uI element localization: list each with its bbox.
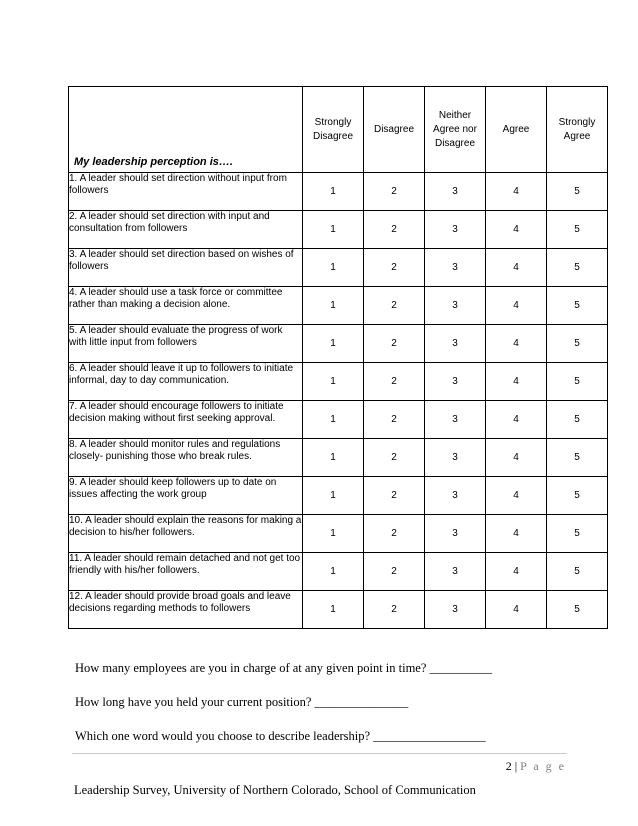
rating-option[interactable]: 1 bbox=[303, 173, 364, 211]
rating-option[interactable]: 1 bbox=[303, 401, 364, 439]
rating-option[interactable]: 5 bbox=[547, 439, 608, 477]
rating-option[interactable]: 1 bbox=[303, 477, 364, 515]
rating-option[interactable]: 2 bbox=[364, 211, 425, 249]
table-row bbox=[69, 249, 608, 287]
page-word: P a g e bbox=[520, 759, 566, 773]
rating-option[interactable]: 3 bbox=[425, 249, 486, 287]
rating-option[interactable]: 2 bbox=[364, 401, 425, 439]
rating-option[interactable]: 1 bbox=[303, 591, 364, 629]
survey-table bbox=[68, 86, 608, 629]
rating-option[interactable]: 5 bbox=[547, 515, 608, 553]
rating-option[interactable]: 4 bbox=[486, 515, 547, 553]
table-row bbox=[69, 477, 608, 515]
rating-option[interactable]: 1 bbox=[303, 553, 364, 591]
rating-option[interactable]: 5 bbox=[547, 401, 608, 439]
scale-header: Neither Agree nor Disagree bbox=[425, 87, 486, 173]
rating-option[interactable]: 4 bbox=[486, 401, 547, 439]
table-row bbox=[69, 401, 608, 439]
rating-option[interactable]: 3 bbox=[425, 553, 486, 591]
scale-header: Disagree bbox=[364, 87, 425, 173]
statement-cell: 11. A leader should remain detached and not get too friendly with his/her followers. bbox=[69, 553, 303, 591]
scale-header: Strongly Agree bbox=[547, 87, 608, 173]
scale-header: Strongly Disagree bbox=[303, 87, 364, 173]
rating-option[interactable]: 2 bbox=[364, 173, 425, 211]
statement-cell: 7. A leader should encourage followers to initiate decision making without first seeking approval. bbox=[69, 401, 303, 439]
rating-option[interactable]: 2 bbox=[364, 591, 425, 629]
table-row bbox=[69, 325, 608, 363]
rating-option[interactable]: 5 bbox=[547, 211, 608, 249]
rating-option[interactable]: 1 bbox=[303, 515, 364, 553]
rating-option[interactable]: 4 bbox=[486, 173, 547, 211]
rating-option[interactable]: 1 bbox=[303, 211, 364, 249]
statement-cell: 8. A leader should monitor rules and regulations closely- punishing those who break rules. bbox=[69, 439, 303, 477]
question-tenure: How long have you held your current position? _______________ bbox=[75, 695, 409, 709]
table-header-row bbox=[69, 87, 608, 173]
rating-option[interactable]: 3 bbox=[425, 363, 486, 401]
rating-option[interactable]: 3 bbox=[425, 439, 486, 477]
rating-option[interactable]: 4 bbox=[486, 287, 547, 325]
statement-cell: 2. A leader should set direction with input and consultation from followers bbox=[69, 211, 303, 249]
statement-cell: 5. A leader should evaluate the progress of work with little input from followers bbox=[69, 325, 303, 363]
rating-option[interactable]: 2 bbox=[364, 249, 425, 287]
rating-option[interactable]: 3 bbox=[425, 173, 486, 211]
rating-option[interactable]: 4 bbox=[486, 325, 547, 363]
rating-option[interactable]: 4 bbox=[486, 211, 547, 249]
scale-header: Agree bbox=[486, 87, 547, 173]
table-row bbox=[69, 515, 608, 553]
table-row bbox=[69, 553, 608, 591]
rating-option[interactable]: 2 bbox=[364, 515, 425, 553]
statement-cell: 1. A leader should set direction without input from followers bbox=[69, 173, 303, 211]
rating-option[interactable]: 1 bbox=[303, 249, 364, 287]
rating-option[interactable]: 5 bbox=[547, 325, 608, 363]
table-title-cell bbox=[69, 87, 303, 173]
table-row bbox=[69, 211, 608, 249]
page-number bbox=[506, 759, 566, 774]
rating-option[interactable]: 4 bbox=[486, 477, 547, 515]
rating-option[interactable]: 3 bbox=[425, 477, 486, 515]
rating-option[interactable]: 5 bbox=[547, 287, 608, 325]
page-number-value: 2 bbox=[505, 759, 512, 773]
rating-option[interactable]: 5 bbox=[547, 591, 608, 629]
rating-option[interactable]: 5 bbox=[547, 363, 608, 401]
rating-option[interactable]: 5 bbox=[547, 173, 608, 211]
rating-option[interactable]: 2 bbox=[364, 553, 425, 591]
rating-option[interactable]: 3 bbox=[425, 211, 486, 249]
rating-option[interactable]: 4 bbox=[486, 363, 547, 401]
rating-option[interactable]: 2 bbox=[364, 325, 425, 363]
rating-option[interactable]: 3 bbox=[425, 325, 486, 363]
rating-option[interactable]: 5 bbox=[547, 553, 608, 591]
rating-option[interactable]: 1 bbox=[303, 325, 364, 363]
footer-text: Leadership Survey, University of Northern Colorado, School of Communication bbox=[74, 783, 476, 797]
rating-option[interactable]: 4 bbox=[486, 439, 547, 477]
statement-cell: 4. A leader should use a task force or committee rather than making a decision alone. bbox=[69, 287, 303, 325]
statement-cell: 6. A leader should leave it up to followers to initiate informal, day to day communication. bbox=[69, 363, 303, 401]
rating-option[interactable]: 1 bbox=[303, 363, 364, 401]
statement-cell: 3. A leader should set direction based on wishes of followers bbox=[69, 249, 303, 287]
table-row bbox=[69, 173, 608, 211]
question-employees: How many employees are you in charge of at any given point in time? __________ bbox=[75, 661, 493, 675]
table-row bbox=[69, 287, 608, 325]
statement-cell: 10. A leader should explain the reasons for making a decision to his/her followers. bbox=[69, 515, 303, 553]
rating-option[interactable]: 5 bbox=[547, 477, 608, 515]
rating-option[interactable]: 3 bbox=[425, 401, 486, 439]
table-row bbox=[69, 591, 608, 629]
rating-option[interactable]: 3 bbox=[425, 515, 486, 553]
rating-option[interactable]: 3 bbox=[425, 287, 486, 325]
rating-option[interactable]: 2 bbox=[364, 363, 425, 401]
page-number-separator: | bbox=[511, 759, 521, 773]
rating-option[interactable]: 5 bbox=[547, 249, 608, 287]
table-title: My leadership perception is…. bbox=[74, 156, 233, 168]
rating-option[interactable]: 3 bbox=[425, 591, 486, 629]
statement-cell: 12. A leader should provide broad goals and leave decisions regarding methods to followers bbox=[69, 591, 303, 629]
rating-option[interactable]: 2 bbox=[364, 439, 425, 477]
rating-option[interactable]: 2 bbox=[364, 477, 425, 515]
question-one-word: Which one word would you choose to describe leadership? __________________ bbox=[75, 729, 486, 743]
rating-option[interactable]: 4 bbox=[486, 591, 547, 629]
rating-option[interactable]: 1 bbox=[303, 439, 364, 477]
rating-option[interactable]: 1 bbox=[303, 287, 364, 325]
statement-cell: 9. A leader should keep followers up to date on issues affecting the work group bbox=[69, 477, 303, 515]
rating-option[interactable]: 4 bbox=[486, 553, 547, 591]
footer-divider bbox=[72, 753, 567, 754]
rating-option[interactable]: 2 bbox=[364, 287, 425, 325]
rating-option[interactable]: 4 bbox=[486, 249, 547, 287]
table-row bbox=[69, 363, 608, 401]
table-row bbox=[69, 439, 608, 477]
